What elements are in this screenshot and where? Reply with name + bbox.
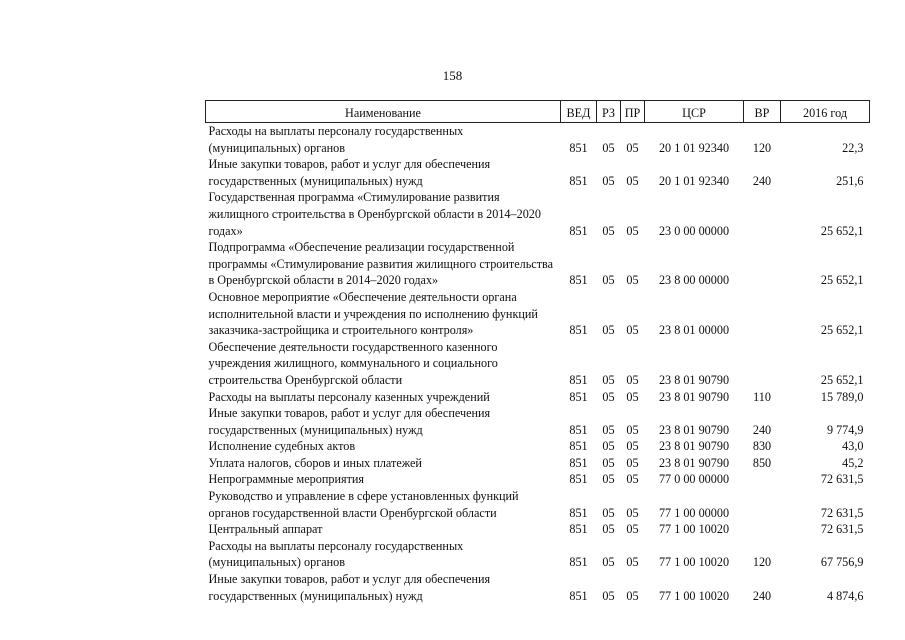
row-name-cell: Основное мероприятие «Обеспечение деятельности органа исполнительной власти и учреждения по исполнению функций заказчика-застройщика и строительного контроля» xyxy=(208,289,538,338)
row-pr-cell: 05 xyxy=(626,472,639,487)
row-ved-cell: 851 xyxy=(569,522,588,537)
row-csr-cell: 77 1 00 00000 xyxy=(658,505,730,520)
row-ved-cell: 851 xyxy=(569,588,588,603)
row-csr-cell: 77 1 00 10020 xyxy=(658,555,730,570)
row-ved-cell: 851 xyxy=(569,505,588,520)
row-ved-cell: 851 xyxy=(569,422,588,437)
row-name-cell: Расходы на выплаты персоналу казенных учреждений xyxy=(208,389,490,404)
row-vr-cell: 830 xyxy=(752,439,772,454)
row-csr-cell: 23 8 00 00000 xyxy=(658,273,730,288)
header-ved: ВЕД xyxy=(561,101,597,123)
row-ved-cell: 851 xyxy=(569,323,588,338)
row-rz-cell: 05 xyxy=(602,372,615,387)
row-name-cell: Руководство и управление в сфере установленных функций органов государственной власти Оренбургской области xyxy=(208,489,519,520)
row-amount-cell: 22,3 xyxy=(842,140,864,155)
table-body xyxy=(206,123,870,605)
row-csr-cell: 23 8 01 90790 xyxy=(658,372,730,387)
row-name-cell: Расходы на выплаты персоналу государственных (муниципальных) органов xyxy=(208,124,464,155)
table-row xyxy=(206,455,870,472)
row-amount-cell: 4 874,6 xyxy=(826,588,864,603)
header-csr: ЦСР xyxy=(645,101,744,123)
row-ved-cell: 851 xyxy=(569,455,588,470)
table-row xyxy=(206,289,870,339)
table-row xyxy=(206,571,870,604)
row-amount-cell: 25 652,1 xyxy=(820,273,864,288)
row-amount-cell: 45,2 xyxy=(842,455,864,470)
row-pr-cell: 05 xyxy=(626,273,639,288)
row-amount-cell: 43,0 xyxy=(842,439,864,454)
row-csr-cell: 20 1 01 92340 xyxy=(658,173,730,188)
row-vr-cell xyxy=(744,521,781,538)
row-vr-cell: 110 xyxy=(753,389,771,404)
table-row xyxy=(206,339,870,389)
row-pr-cell: 05 xyxy=(626,372,639,387)
row-csr-cell: 20 1 01 92340 xyxy=(658,140,730,155)
row-name-cell: Исполнение судебных актов xyxy=(208,439,356,454)
table-row xyxy=(206,123,870,157)
row-amount-cell: 72 631,5 xyxy=(820,472,864,487)
row-ved-cell: 851 xyxy=(569,223,588,238)
row-rz-cell: 05 xyxy=(602,323,615,338)
row-rz-cell: 05 xyxy=(602,273,615,288)
budget-table xyxy=(205,100,870,604)
row-vr-cell: 850 xyxy=(752,455,772,470)
row-csr-cell: 23 8 01 90790 xyxy=(658,455,730,470)
row-pr-cell: 05 xyxy=(626,522,639,537)
table-row xyxy=(206,538,870,571)
row-rz-cell: 05 xyxy=(602,588,615,603)
row-rz-cell: 05 xyxy=(602,555,615,570)
row-vr-cell xyxy=(744,488,781,521)
row-pr-cell: 05 xyxy=(626,588,639,603)
row-amount-cell: 25 652,1 xyxy=(820,372,864,387)
table-row xyxy=(206,471,870,488)
row-csr-cell: 23 8 01 00000 xyxy=(658,323,730,338)
row-pr-cell: 05 xyxy=(626,422,639,437)
row-vr-cell: 120 xyxy=(752,555,772,570)
row-ved-cell: 851 xyxy=(569,389,588,404)
table-row xyxy=(206,156,870,189)
row-vr-cell xyxy=(744,189,781,239)
page-number: 158 xyxy=(442,68,463,83)
row-name-cell: Иные закупки товаров, работ и услуг для обеспечения государственных (муниципальных) нужд xyxy=(208,572,491,603)
row-amount-cell: 251,6 xyxy=(836,173,864,188)
row-csr-cell: 23 0 00 00000 xyxy=(658,223,730,238)
row-rz-cell: 05 xyxy=(602,389,615,404)
header-pr: ПР xyxy=(621,101,645,123)
row-name-cell: Центральный аппарат xyxy=(208,522,323,537)
row-name-cell: Непрограммные мероприятия xyxy=(208,472,365,487)
header-vr: ВР xyxy=(744,101,781,123)
row-amount-cell: 25 652,1 xyxy=(820,223,864,238)
row-csr-cell: 77 1 00 10020 xyxy=(658,522,730,537)
row-amount-cell: 67 756,9 xyxy=(820,555,864,570)
table-row xyxy=(206,438,870,455)
header-name: Наименование xyxy=(206,101,561,123)
row-amount-cell: 72 631,5 xyxy=(820,522,864,537)
row-rz-cell: 05 xyxy=(602,472,615,487)
row-name-cell: Подпрограмма «Обеспечение реализации государственной программы «Стимулирование развития жилищного строительства в Оренбургской области в 2014–2020 годах» xyxy=(208,240,554,288)
row-rz-cell: 05 xyxy=(602,173,615,188)
row-ved-cell: 851 xyxy=(569,173,588,188)
row-name-cell: Иные закупки товаров, работ и услуг для обеспечения государственных (муниципальных) нужд xyxy=(208,406,491,437)
row-ved-cell: 851 xyxy=(569,555,588,570)
row-rz-cell: 05 xyxy=(602,140,615,155)
row-pr-cell: 05 xyxy=(626,173,639,188)
row-amount-cell: 72 631,5 xyxy=(820,505,864,520)
table-row xyxy=(206,488,870,521)
table-row xyxy=(206,239,870,289)
row-csr-cell: 77 1 00 10020 xyxy=(658,588,730,603)
row-amount-cell: 15 789,0 xyxy=(820,389,864,404)
row-rz-cell: 05 xyxy=(602,505,615,520)
row-amount-cell: 25 652,1 xyxy=(820,323,864,338)
table-row xyxy=(206,405,870,438)
row-ved-cell: 851 xyxy=(569,472,588,487)
row-pr-cell: 05 xyxy=(626,455,639,470)
row-ved-cell: 851 xyxy=(569,372,588,387)
row-ved-cell: 851 xyxy=(569,273,588,288)
row-vr-cell xyxy=(744,339,781,389)
row-pr-cell: 05 xyxy=(626,555,639,570)
row-name-cell: Уплата налогов, сборов и иных платежей xyxy=(208,455,422,470)
row-csr-cell: 23 8 01 90790 xyxy=(658,439,730,454)
row-vr-cell xyxy=(744,471,781,488)
row-pr-cell: 05 xyxy=(626,140,639,155)
row-rz-cell: 05 xyxy=(602,522,615,537)
row-pr-cell: 05 xyxy=(626,323,639,338)
table-row xyxy=(206,521,870,538)
header-rz: РЗ xyxy=(597,101,621,123)
row-name-cell: Расходы на выплаты персоналу государственных (муниципальных) органов xyxy=(208,538,464,570)
row-pr-cell: 05 xyxy=(626,505,639,520)
row-rz-cell: 05 xyxy=(602,439,615,454)
row-name-cell: Государственная программа «Стимулирование развития жилищного строительства в Оренбургской области в 2014–2020 годах» xyxy=(208,190,541,238)
row-pr-cell: 05 xyxy=(626,389,639,404)
row-name-cell: Обеспечение деятельности государственного казенного учреждения жилищного, коммунального и социального строительства Оренбургской области xyxy=(208,339,498,387)
table-row xyxy=(206,389,870,406)
row-amount-cell: 9 774,9 xyxy=(826,422,864,437)
row-vr-cell: 240 xyxy=(752,173,772,188)
table-header-row xyxy=(206,101,870,123)
row-csr-cell: 23 8 01 90790 xyxy=(658,422,730,437)
row-rz-cell: 05 xyxy=(602,223,615,238)
row-vr-cell xyxy=(744,289,781,339)
row-vr-cell: 240 xyxy=(752,422,772,437)
header-year-2016: 2016 год xyxy=(781,101,870,123)
row-ved-cell: 851 xyxy=(569,439,588,454)
row-pr-cell: 05 xyxy=(626,439,639,454)
row-name-cell: Иные закупки товаров, работ и услуг для обеспечения государственных (муниципальных) нужд xyxy=(208,157,491,188)
row-rz-cell: 05 xyxy=(602,455,615,470)
row-vr-cell: 120 xyxy=(752,140,772,155)
table-row xyxy=(206,189,870,239)
row-vr-cell: 240 xyxy=(752,588,772,603)
row-csr-cell: 23 8 01 90790 xyxy=(658,389,730,404)
row-csr-cell: 77 0 00 00000 xyxy=(658,472,730,487)
row-rz-cell: 05 xyxy=(602,422,615,437)
row-vr-cell xyxy=(744,239,781,289)
row-ved-cell: 851 xyxy=(569,140,588,155)
row-pr-cell: 05 xyxy=(626,223,639,238)
